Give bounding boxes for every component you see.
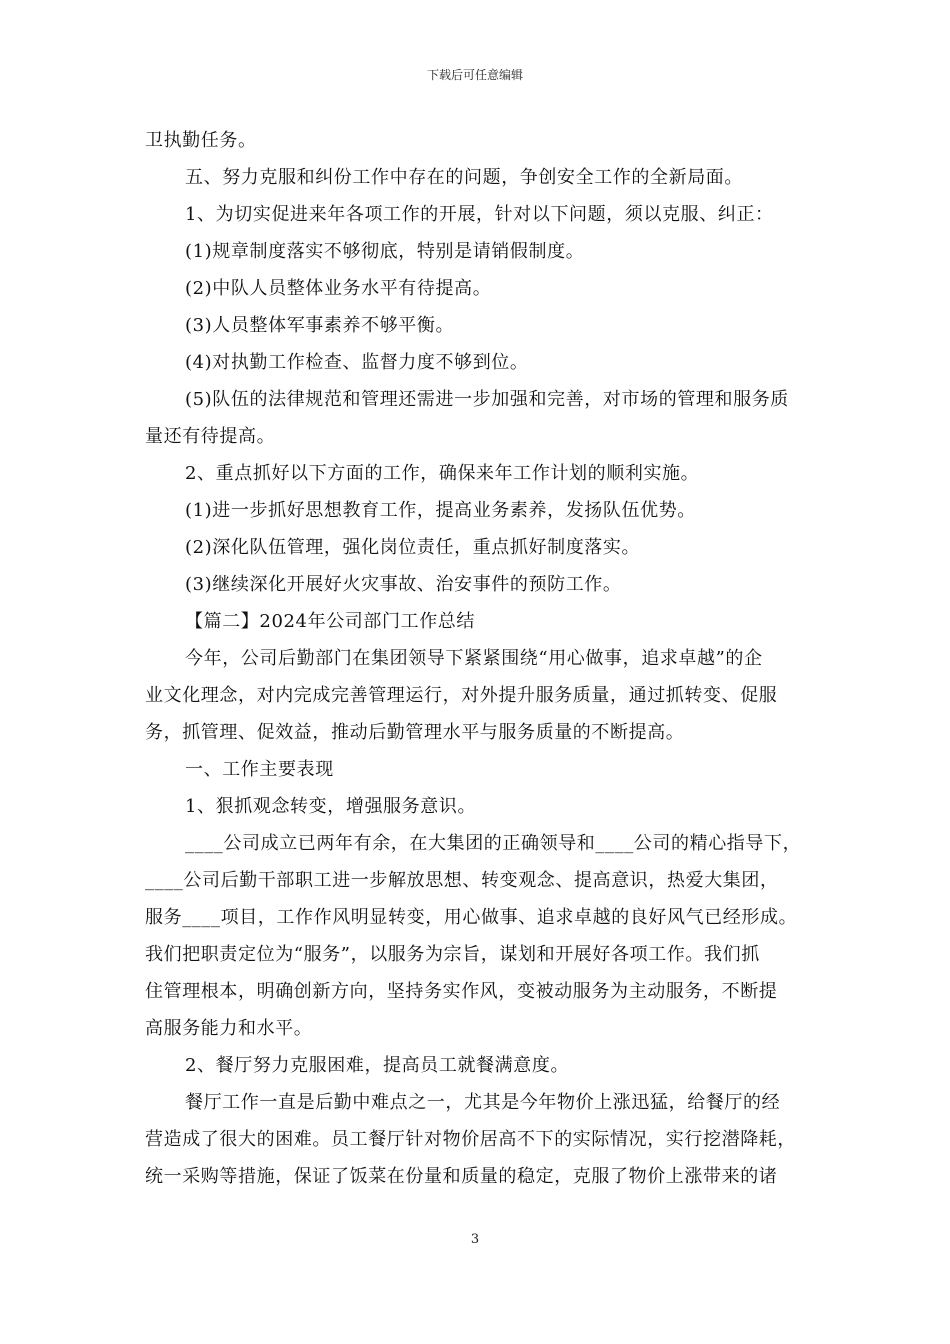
paragraph-line: 高服务能力和水平。 [145,1018,313,1039]
paragraph-line: 今年，公司后勤部门在集团领导下紧紧围绕“用心做事，追求卓越”的企 [185,648,763,669]
paragraph-line: ____公司后勤干部职工进一步解放思想、转变观念、提高意识，热爱大集团， [145,870,779,891]
article-title: 【篇二】2024年公司部门工作总结 [185,611,476,632]
paragraph-line: 餐厅工作一直是后勤中难点之一，尤其是今年物价上涨迅猛，给餐厅的经 [185,1092,781,1113]
list-item: (2)深化队伍管理，强化岗位责任，重点抓好制度落实。 [185,537,641,558]
paragraph-line: ____公司成立已两年有余，在大集团的正确领导和____公司的精心指导下， [185,833,802,854]
paragraph-line: 服务____项目，工作作风明显转变，用心做事、追求卓越的良好风气已经形成。 [145,907,798,928]
paragraph-line: 务，抓管理、促效益，推动后勤管理水平与服务质量的不断提高。 [145,722,685,743]
page-header-note: 下载后可任意编辑 [426,68,523,82]
list-item: (3)继续深化开展好火灾事故、治安事件的预防工作。 [185,574,622,595]
list-item: (1)进一步抓好思想教育工作，提高业务素养，发扬队伍优势。 [185,500,696,521]
list-item: (3)人员整体军事素养不够平衡。 [185,315,455,336]
document-body [145,122,805,1195]
paragraph-line: 2、重点抓好以下方面的工作，确保来年工作计划的顺利实施。 [185,463,700,484]
list-item: (1)规章制度落实不够彻底，特别是请销假制度。 [185,241,585,262]
page-number: 3 [470,1232,480,1247]
paragraph-line: 业文化理念，对内完成完善管理运行，对外提升服务质量，通过抓转变、促服 [145,685,778,706]
paragraph-line: 量还有待提高。 [145,426,276,447]
section-heading: 五、努力克服和纠份工作中存在的问题，争创安全工作的全新局面。 [185,167,743,188]
paragraph-line: 统一采购等措施，保证了饭菜在份量和质量的稳定，克服了物价上涨带来的诸 [145,1166,778,1187]
section-heading: 一、工作主要表现 [185,759,334,780]
subsection-heading: 2、餐厅努力克服困难，提高员工就餐满意度。 [185,1055,570,1076]
list-item: (2)中队人员整体业务水平有待提高。 [185,278,492,299]
list-item: (5)队伍的法律规范和管理还需进一步加强和完善，对市场的管理和服务质 [185,389,789,410]
paragraph-line: 卫执勤任务。 [145,130,257,151]
list-item: (4)对执勤工作检查、监督力度不够到位。 [185,352,529,373]
paragraph-line: 住管理根本，明确创新方向，坚持务实作风，变被动服务为主动服务，不断提 [145,981,778,1002]
subsection-heading: 1、狠抓观念转变，增强服务意识。 [185,796,477,817]
paragraph-line: 营造成了很大的困难。员工餐厅针对物价居高不下的实际情况，实行挖潜降耗， [145,1129,796,1150]
paragraph-line: 我们把职责定位为“服务”，以服务为宗旨，谋划和开展好各项工作。我们抓 [145,944,760,965]
paragraph-line: 1、为切实促进来年各项工作的开展，针对以下问题，须以克服、纠正： [185,204,774,225]
